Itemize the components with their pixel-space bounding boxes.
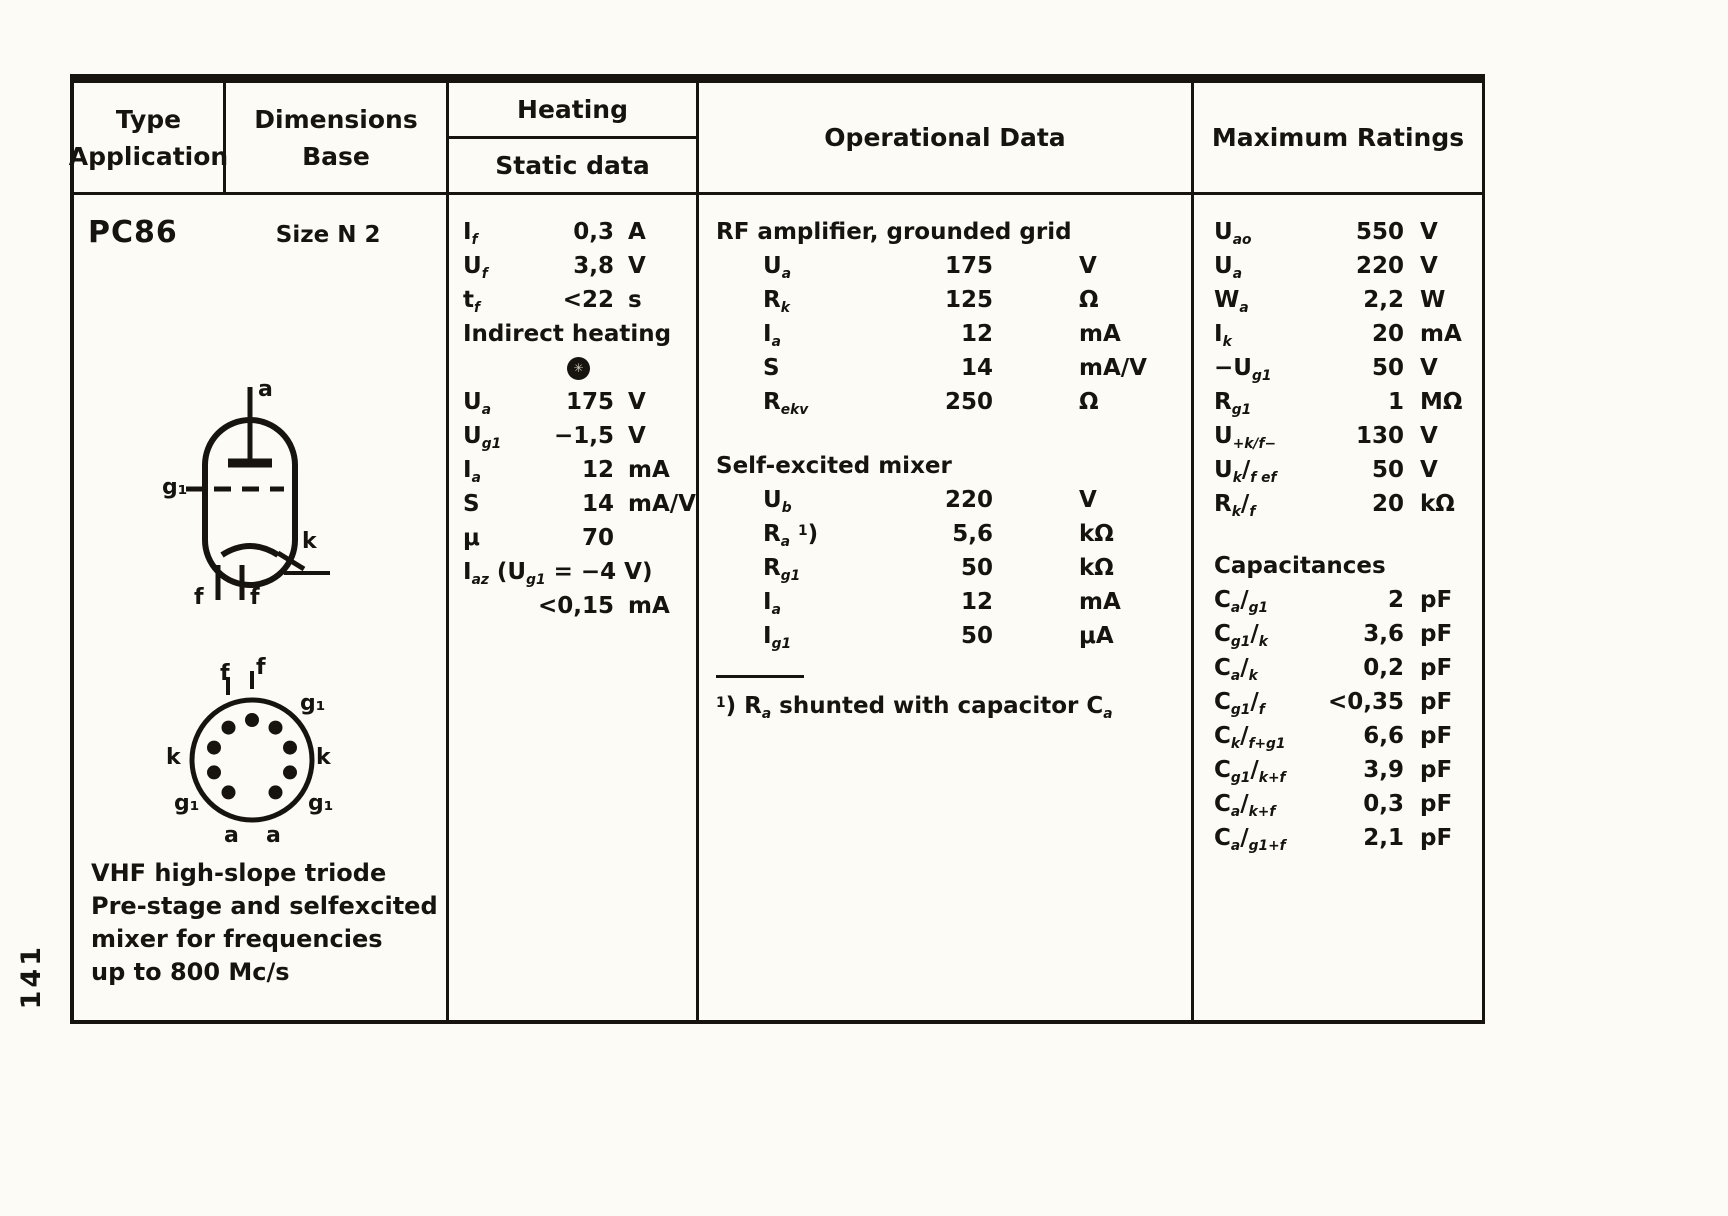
section-title-rf-amplifier: RF amplifier, grounded grid [716,219,1072,245]
param-value: 220 [944,487,993,513]
param-label: $I_a$ [763,589,781,618]
header-application: Application [68,141,229,171]
param-unit: mA [628,593,670,619]
param-value: 0,2 [1363,655,1404,681]
section-title-self-excited-mixer: Self-excited mixer [716,453,952,479]
header-type-application [68,83,229,192]
param-label: $-U_{g1}$ [1214,355,1272,384]
footnote-text: $^1$) $R_a$ shunted with capacitor $C_a$ [716,693,1113,722]
param-value: 20 [1371,491,1404,517]
param-label: $C_a/_k$ [1214,655,1258,684]
header-heating: Heating [449,83,696,139]
data-row [1194,651,1482,685]
symbol-grid-label: g₁ [162,475,188,500]
data-row [1194,821,1482,855]
param-label: $U_a$ [763,253,791,282]
header-maximum-ratings: Maximum Ratings [1211,123,1465,152]
param-label: $C_{g1}/_f$ [1214,689,1265,718]
data-row [1194,419,1482,453]
tube-size: Size N 2 [275,222,381,248]
param-label: μ [463,525,480,551]
heating-static-column [449,195,699,1020]
param-value: 12 [960,589,993,615]
data-row [1194,249,1482,283]
param-value: 130 [1355,423,1404,449]
data-row [449,419,696,453]
symbol-filament1-label: f [194,585,204,610]
data-row [1194,617,1482,651]
param-value: 175 [944,253,993,279]
param-value: <0,35 [1327,689,1404,715]
param-value: 5,6 [952,521,993,547]
header-type: Type [115,104,182,134]
param-unit: mA [1079,589,1121,615]
maximum-ratings-column [1194,195,1482,1020]
param-label: $C_{g1}/_k$ [1214,621,1268,650]
param-unit: pF [1420,655,1453,681]
param-value: 550 [1355,219,1404,245]
data-row [449,453,696,487]
header-dimensions: Dimensions [254,104,418,134]
param-value: 12 [581,457,614,483]
header-base: Base [302,141,370,171]
asterisk-circle-icon: ✳ [567,357,590,380]
pin-label-g1-lower-right: g₁ [308,791,334,816]
param-value: 14 [960,355,993,381]
param-value: 2,1 [1363,825,1404,851]
operational-data-column [699,195,1194,1020]
data-row [699,351,1191,385]
param-unit: MΩ [1420,389,1463,415]
section-title-capacitances: Capacitances [1214,553,1386,579]
param-label: $R_{g1}$ [763,555,801,584]
param-unit: mA [1420,321,1462,347]
data-row [1194,215,1482,249]
param-value: <22 [562,287,614,313]
param-value: 50 [960,623,993,649]
param-label: $W_a$ [1214,287,1249,316]
application-description [91,857,438,989]
header-static-data: Static data [495,151,650,180]
param-unit: V [1420,219,1438,245]
param-value: 50 [960,555,993,581]
param-label: $R_{ekv}$ [763,389,809,418]
footnote-rule [716,675,804,678]
data-row [699,551,1191,585]
param-value: 70 [581,525,614,551]
param-unit: W [1420,287,1446,313]
header-dimensions-base [226,83,449,192]
symbol-row [449,351,696,385]
pin-label-a-right: a [266,823,281,848]
header-operational-data: Operational Data [699,83,1194,192]
param-value: 0,3 [573,219,614,245]
datasheet-table [70,74,1485,1024]
param-label: $R_a$ $^1$) [763,521,819,550]
param-label: $t_f$ [463,287,481,316]
data-row [449,589,696,623]
data-row [1194,787,1482,821]
data-row [1194,685,1482,719]
data-row [699,517,1191,551]
symbol-anode-label: a [258,377,273,402]
param-label: $U_k/_{f ef}$ [1214,457,1277,486]
description-line: Pre-stage and selfexcited [91,892,438,920]
param-value: 6,6 [1363,723,1404,749]
table-body [74,195,1482,1020]
pin-label-a-left: a [224,823,239,848]
param-unit: kΩ [1079,521,1114,547]
param-label: $U_{g1}$ [463,423,502,452]
param-value: 20 [1371,321,1404,347]
param-unit: Ω [1079,287,1099,313]
param-unit: pF [1420,825,1453,851]
param-label: $I_a$ [463,457,481,486]
param-label: $C_k/_{f+g1}$ [1214,723,1286,752]
param-unit: Ω [1079,389,1099,415]
param-value: 220 [1355,253,1404,279]
param-value: 50 [1371,355,1404,381]
data-row [1194,317,1482,351]
param-unit: V [628,389,646,415]
param-unit: kΩ [1420,491,1455,517]
data-row [449,385,696,419]
param-value: 2 [1387,587,1404,613]
param-unit: mA [1079,321,1121,347]
param-label: $U_f$ [463,253,488,282]
param-value: 50 [1371,457,1404,483]
param-value: 125 [944,287,993,313]
header-heating-static [449,83,699,192]
param-unit: V [1420,355,1438,381]
data-row [1194,753,1482,787]
tube-identity [88,215,380,250]
param-label: $U_a$ [463,389,491,418]
data-row [1194,719,1482,753]
param-value: 1 [1387,389,1404,415]
pin-label-k-left: k [166,745,181,770]
data-row [699,585,1191,619]
data-row [699,619,1191,653]
description-line: VHF high-slope triode [91,859,387,887]
param-label: $C_{g1}/_{k+f}$ [1214,757,1286,786]
param-unit: V [1079,253,1097,279]
param-unit: s [628,287,642,313]
description-line: mixer for frequencies [91,925,383,953]
data-row [699,249,1191,283]
param-unit: mA/V [628,491,696,517]
param-label: S [463,491,480,517]
param-unit: pF [1420,723,1453,749]
param-label: $R_{g1}$ [1214,389,1252,418]
data-row [1194,351,1482,385]
param-label: $I_a$ [763,321,781,350]
param-value: 14 [581,491,614,517]
param-value: 0,3 [1363,791,1404,817]
data-row [1194,283,1482,317]
symbol-cathode-label: k [302,529,317,554]
param-label: $I_{g1}$ [763,623,792,652]
param-unit: pF [1420,757,1453,783]
param-unit: V [1420,253,1438,279]
param-unit: μA [1079,623,1114,649]
param-unit: V [628,253,646,279]
param-value: <0,15 [537,593,614,619]
param-label: $U_a$ [1214,253,1242,282]
param-label: $C_a/_{g1}$ [1214,587,1269,616]
param-unit: pF [1420,587,1453,613]
param-unit: V [1420,457,1438,483]
data-row [1194,385,1482,419]
pin-label-g1-top-right: g₁ [300,691,326,716]
data-row [699,317,1191,351]
param-label: $C_a/_{g1+f}$ [1214,825,1286,854]
param-unit: A [628,219,646,245]
param-value: 175 [565,389,614,415]
param-value: 250 [944,389,993,415]
param-unit: pF [1420,621,1453,647]
data-row [1194,453,1482,487]
param-unit: mA/V [1079,355,1147,381]
data-row [1194,583,1482,617]
param-unit: pF [1420,791,1453,817]
param-value: 3,8 [573,253,614,279]
pin-label-g1-lower-left: g₁ [174,791,200,816]
param-label: $U_{+k/f-}$ [1214,423,1277,452]
param-unit: V [1079,487,1097,513]
type-application-column [74,195,449,1020]
param-unit: mA [628,457,670,483]
param-value: −1,5 [553,423,614,449]
data-row [449,283,696,317]
param-label: $R_k/_f$ [1214,491,1256,520]
heating-note: Indirect heating [463,321,672,347]
param-unit: V [1420,423,1438,449]
pin-label-k-right: k [316,745,331,770]
param-label: $U_{ao}$ [1214,219,1252,248]
data-row [1194,487,1482,521]
symbol-filament2-label: f [250,585,260,610]
data-row [449,215,696,249]
param-label: $I_f$ [463,219,478,248]
param-unit: V [628,423,646,449]
param-label: S [763,355,780,381]
param-value: 12 [960,321,993,347]
description-line: up to 800 Mc/s [91,958,290,986]
data-row [449,521,696,555]
data-row [449,249,696,283]
cutoff-condition-label: $I_{az}$ ($U_{g1} = -4$ V) [463,559,653,588]
param-value: 3,9 [1363,757,1404,783]
pin-label-f-left: f [220,661,230,686]
param-label: $U_b$ [763,487,792,516]
param-unit: pF [1420,689,1453,715]
table-header [68,83,1482,195]
tube-type: PC86 [88,215,178,250]
param-value: 2,2 [1363,287,1404,313]
param-label: $C_a/_{k+f}$ [1214,791,1276,820]
pin-label-f-top: f [256,655,266,680]
param-label: $R_k$ [763,287,790,316]
data-row [699,283,1191,317]
data-row [699,483,1191,517]
param-value: 3,6 [1363,621,1404,647]
page-number: 141 [16,944,47,1010]
param-label: $I_k$ [1214,321,1232,350]
param-unit: kΩ [1079,555,1114,581]
data-row [699,385,1191,419]
data-row [449,487,696,521]
